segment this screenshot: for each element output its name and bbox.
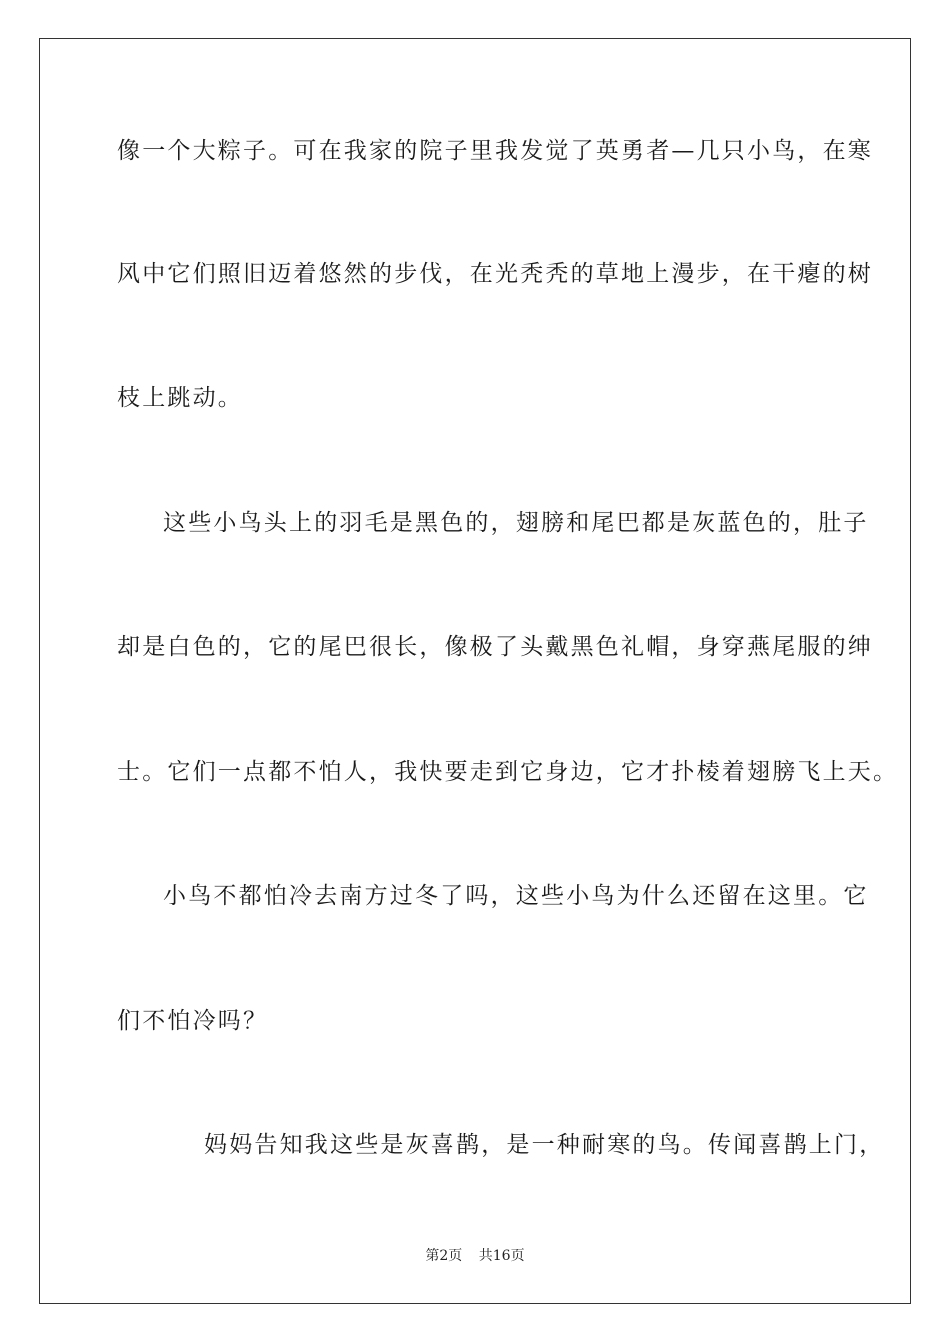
page-border [39,38,911,1304]
text-line: 像一个大粽子。可在我家的院子里我发觉了英勇者—几只小鸟，在寒 [117,138,873,164]
paragraph-start-line: 妈妈告知我这些是灰喜鹊，是一种耐寒的鸟。传闻喜鹊上门， [204,1132,885,1158]
text-line: 枝上跳动。 [117,385,243,411]
text-line: 们不怕冷吗？ [117,1008,269,1034]
paragraph-start-line: 小鸟不都怕冷去南方过冬了吗，这些小鸟为什么还留在这里。它 [163,883,869,909]
page-total: 共16页 [478,1248,525,1264]
paragraph-start-line: 这些小鸟头上的羽毛是黑色的，翅膀和尾巴都是灰蓝色的，肚子 [163,510,869,536]
text-line: 却是白色的，它的尾巴很长，像极了头戴黑色礼帽，身穿燕尾服的绅 [117,634,873,660]
page-number: 第2页 [425,1248,463,1264]
text-line: 士。它们一点都不怕人，我快要走到它身边，它才扑棱着翅膀飞上天。 [117,759,899,785]
text-line: 风中它们照旧迈着悠然的步伐，在光秃秃的草地上漫步，在干瘪的树 [117,261,873,287]
page-footer [0,1247,950,1265]
